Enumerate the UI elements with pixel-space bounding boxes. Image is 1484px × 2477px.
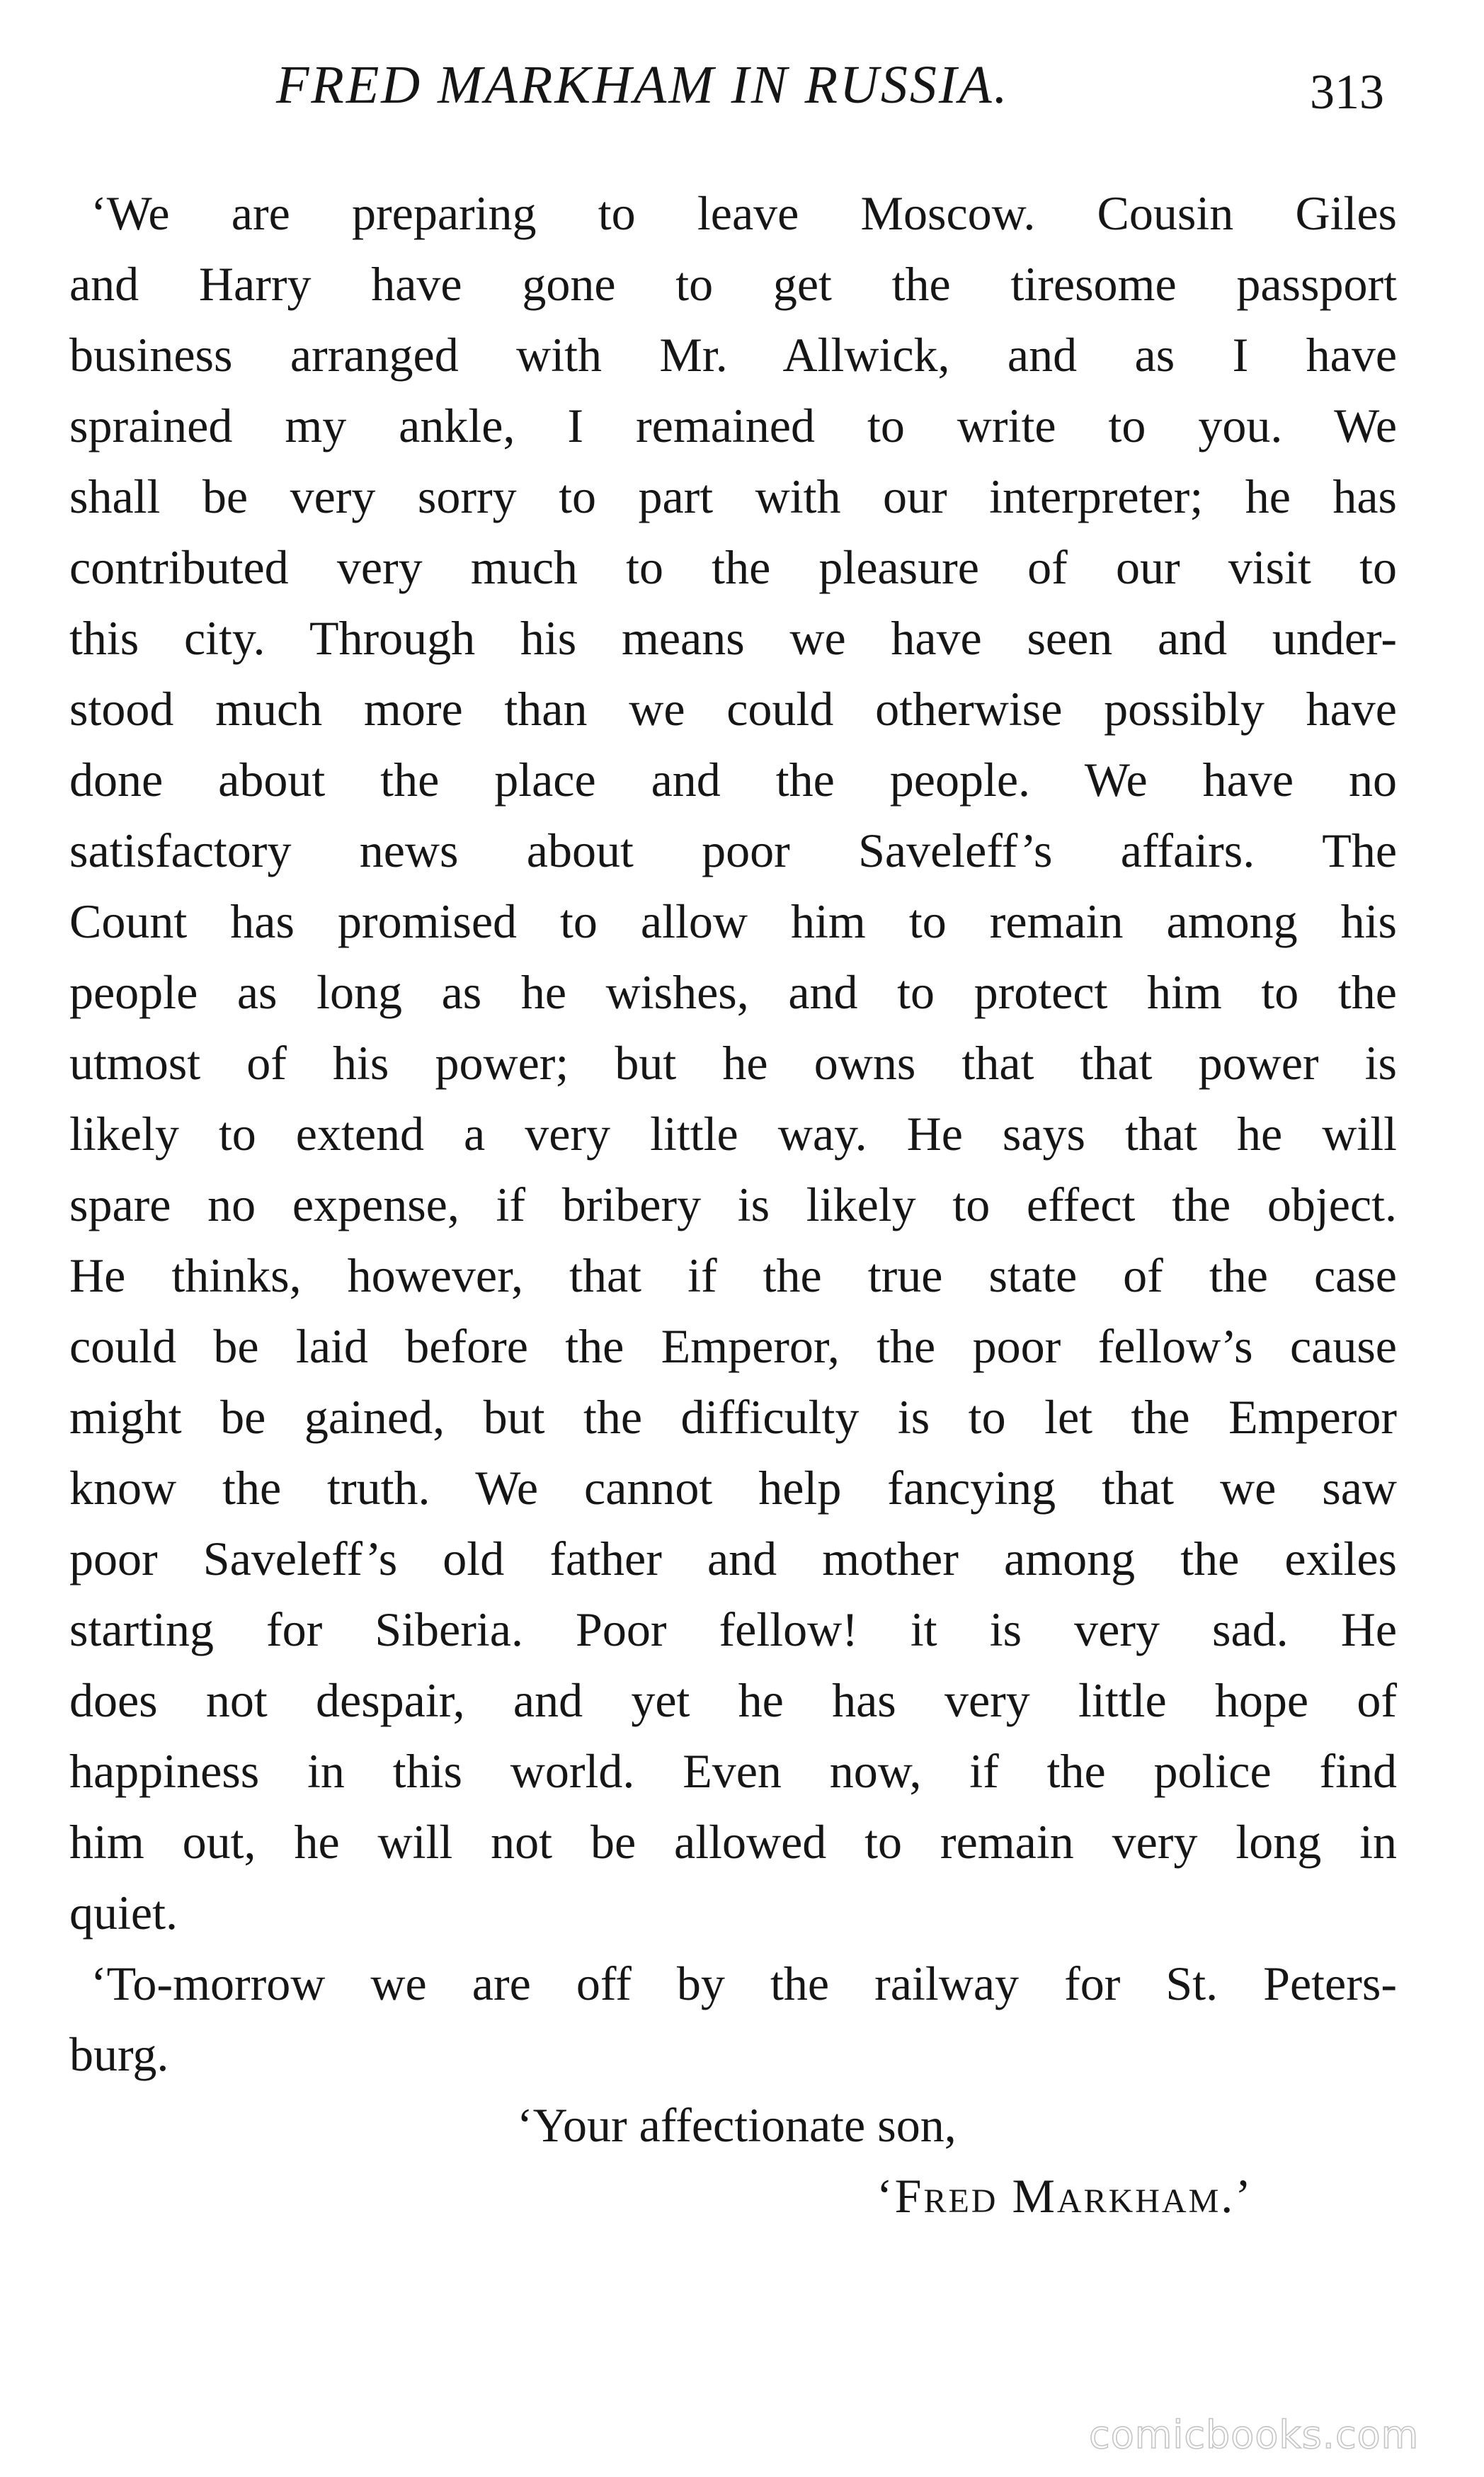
text-line: and Harry have gone to get the tiresome passport (69, 257, 1397, 311)
text-line: might be gained, but the difficulty is to let the Emperor (69, 1390, 1397, 1444)
text-line: people as long as he wishes, and to protect him to the (69, 965, 1397, 1019)
text-line: business arranged with Mr. Allwick, and as I have (69, 328, 1397, 382)
text-line: burg. (69, 2027, 169, 2081)
text-line: He thinks, however, that if the true state of the case (69, 1248, 1397, 1302)
text-line: stood much more than we could otherwise possibly have (69, 682, 1397, 736)
text-line: starting for Siberia. Poor fellow! it is very sad. He (69, 1602, 1397, 1656)
text-line: spare no expense, if bribery is likely to effect the object. (69, 1178, 1397, 1231)
text-line: Count has promised to allow him to remain among his (69, 894, 1397, 948)
text-line: poor Saveleff’s old father and mother among the exiles (69, 1532, 1397, 1585)
text-line: him out, he will not be allowed to remain very long in (69, 1815, 1397, 1869)
text-line: done about the place and the people. We have no (69, 753, 1397, 807)
text-line: this city. Through his means we have seen and under- (69, 611, 1397, 665)
text-line: could be laid before the Emperor, the poor fellow’s cause (69, 1319, 1397, 1373)
letter-signature: ‘Fred Markham.’ (877, 2169, 1253, 2223)
text-line: know the truth. We cannot help fancying that we saw (69, 1461, 1397, 1515)
text-line: utmost of his power; but he owns that that power is (69, 1036, 1397, 1090)
text-line: happiness in this world. Even now, if the police find (69, 1744, 1397, 1798)
text-line: quiet. (69, 1886, 178, 1940)
watermark: comicbooks.com (1089, 2413, 1420, 2457)
text-line: satisfactory news about poor Saveleff’s affairs. The (69, 824, 1397, 877)
text-line: ‘To-morrow we are off by the railway for St. Peters- (91, 1957, 1397, 2010)
text-line: contributed very much to the pleasure of our visit to (69, 540, 1397, 594)
text-line: sprained my ankle, I remained to write to you. We (69, 399, 1397, 452)
running-title: FRED MARKHAM IN RUSSIA. (276, 55, 1010, 115)
text-line: shall be very sorry to part with our interpreter; he has (69, 469, 1397, 523)
letter-closing: ‘Your affectionate son, (517, 2098, 957, 2152)
text-line: ‘We are preparing to leave Moscow. Cousin Giles (91, 186, 1397, 240)
text-line: does not despair, and yet he has very little hope of (69, 1673, 1397, 1727)
text-line: likely to extend a very little way. He says that he will (69, 1107, 1397, 1161)
page-number: 313 (1310, 65, 1384, 120)
